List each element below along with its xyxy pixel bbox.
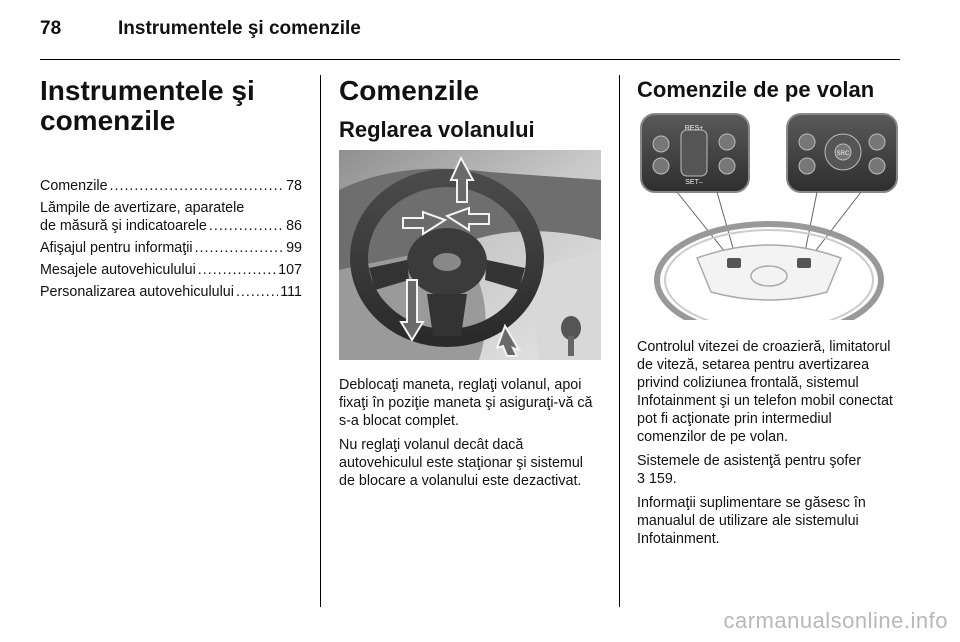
toc-entry-text: Mesajele autovehiculului (40, 262, 196, 278)
toc-page-number: 107 (278, 262, 302, 278)
running-header-title: Instrumentele şi comenzile (118, 18, 361, 39)
chapter-title-line2: comenzile (40, 105, 176, 136)
chapter-title-line1: Instrumentele şi (40, 75, 255, 106)
body-paragraph: Nu reglaţi volanul decât dacă autovehiculul este staţionar şi sistemul de blocare a volanului este dezactivat. (339, 437, 583, 489)
watermark: carmanualsonline.info (723, 608, 948, 633)
column-divider-1 (320, 75, 321, 607)
toc-leader-dots (195, 239, 285, 257)
toc-entry-personalizarea[interactable] (40, 283, 302, 301)
body-paragraph: Deblocaţi maneta, reglaţi volanul, apoi fixaţi în poziţie maneta şi asiguraţi-vă că s-a blocat complet. (339, 377, 593, 429)
toc-entry-lampile[interactable] (40, 199, 302, 235)
body-paragraph: Controlul vitezei de croazieră, limitatorul de viteză, setarea pentru avertizarea privind coliziunea frontală, sistemul Infotainment şi un telefon mobil conectat pot fi acţionate prin intermediul comenzilor de pe volan. (637, 339, 893, 445)
section-title: Comenzile de pe volan (637, 77, 875, 102)
subsection-title: Reglarea volanului (339, 117, 535, 142)
toc-leader-dots (110, 177, 285, 195)
toc-entry-text: de măsură şi indicatoarele (40, 218, 207, 234)
toc-page-number: 99 (286, 240, 302, 256)
chapter-title (40, 76, 310, 136)
toc-entry-text: Personalizarea autovehiculului (40, 284, 234, 300)
header-divider (40, 59, 900, 60)
column-divider-2 (619, 75, 620, 607)
src-button-label: SRC (836, 151, 850, 157)
toc-entry-text: Afişajul pentru informaţii (40, 240, 193, 256)
toc-page-number: 86 (286, 218, 302, 234)
toc-page-number: 111 (280, 284, 302, 300)
toc-leader-dots (209, 217, 284, 235)
body-paragraph-reference (637, 452, 903, 488)
page-reference-link[interactable]: 159. (648, 471, 677, 487)
toc-leader-dots (236, 283, 278, 301)
body-paragraph: Informaţii suplimentare se găsesc în manualul de utilizare ale sistemului Infotainment. (637, 495, 866, 547)
toc-page-number: 78 (286, 178, 302, 194)
toc-entry-afisajul[interactable] (40, 239, 302, 257)
reference-text: Sistemele de asistenţă pentru şofer (637, 453, 862, 469)
page-number: 78 (40, 18, 62, 39)
toc-entry-text: Comenzile (40, 178, 108, 194)
toc-entry-mesajele[interactable] (40, 261, 302, 279)
section-body (339, 376, 601, 496)
section-body (637, 338, 903, 554)
toc-entry-comenzile[interactable] (40, 177, 302, 195)
page-reference-icon: 3 (637, 471, 645, 487)
steering-wheel-adjustment-photo (339, 150, 601, 360)
toc-leader-dots (198, 261, 276, 279)
table-of-contents (40, 177, 302, 305)
toc-entry-text: Lămpile de avertizare, aparatele (40, 200, 245, 216)
set-button-label: SET– (685, 179, 703, 186)
steering-wheel-controls-diagram (637, 112, 900, 320)
section-title: Comenzile (339, 75, 480, 106)
res-button-label: RES+ (684, 125, 704, 132)
